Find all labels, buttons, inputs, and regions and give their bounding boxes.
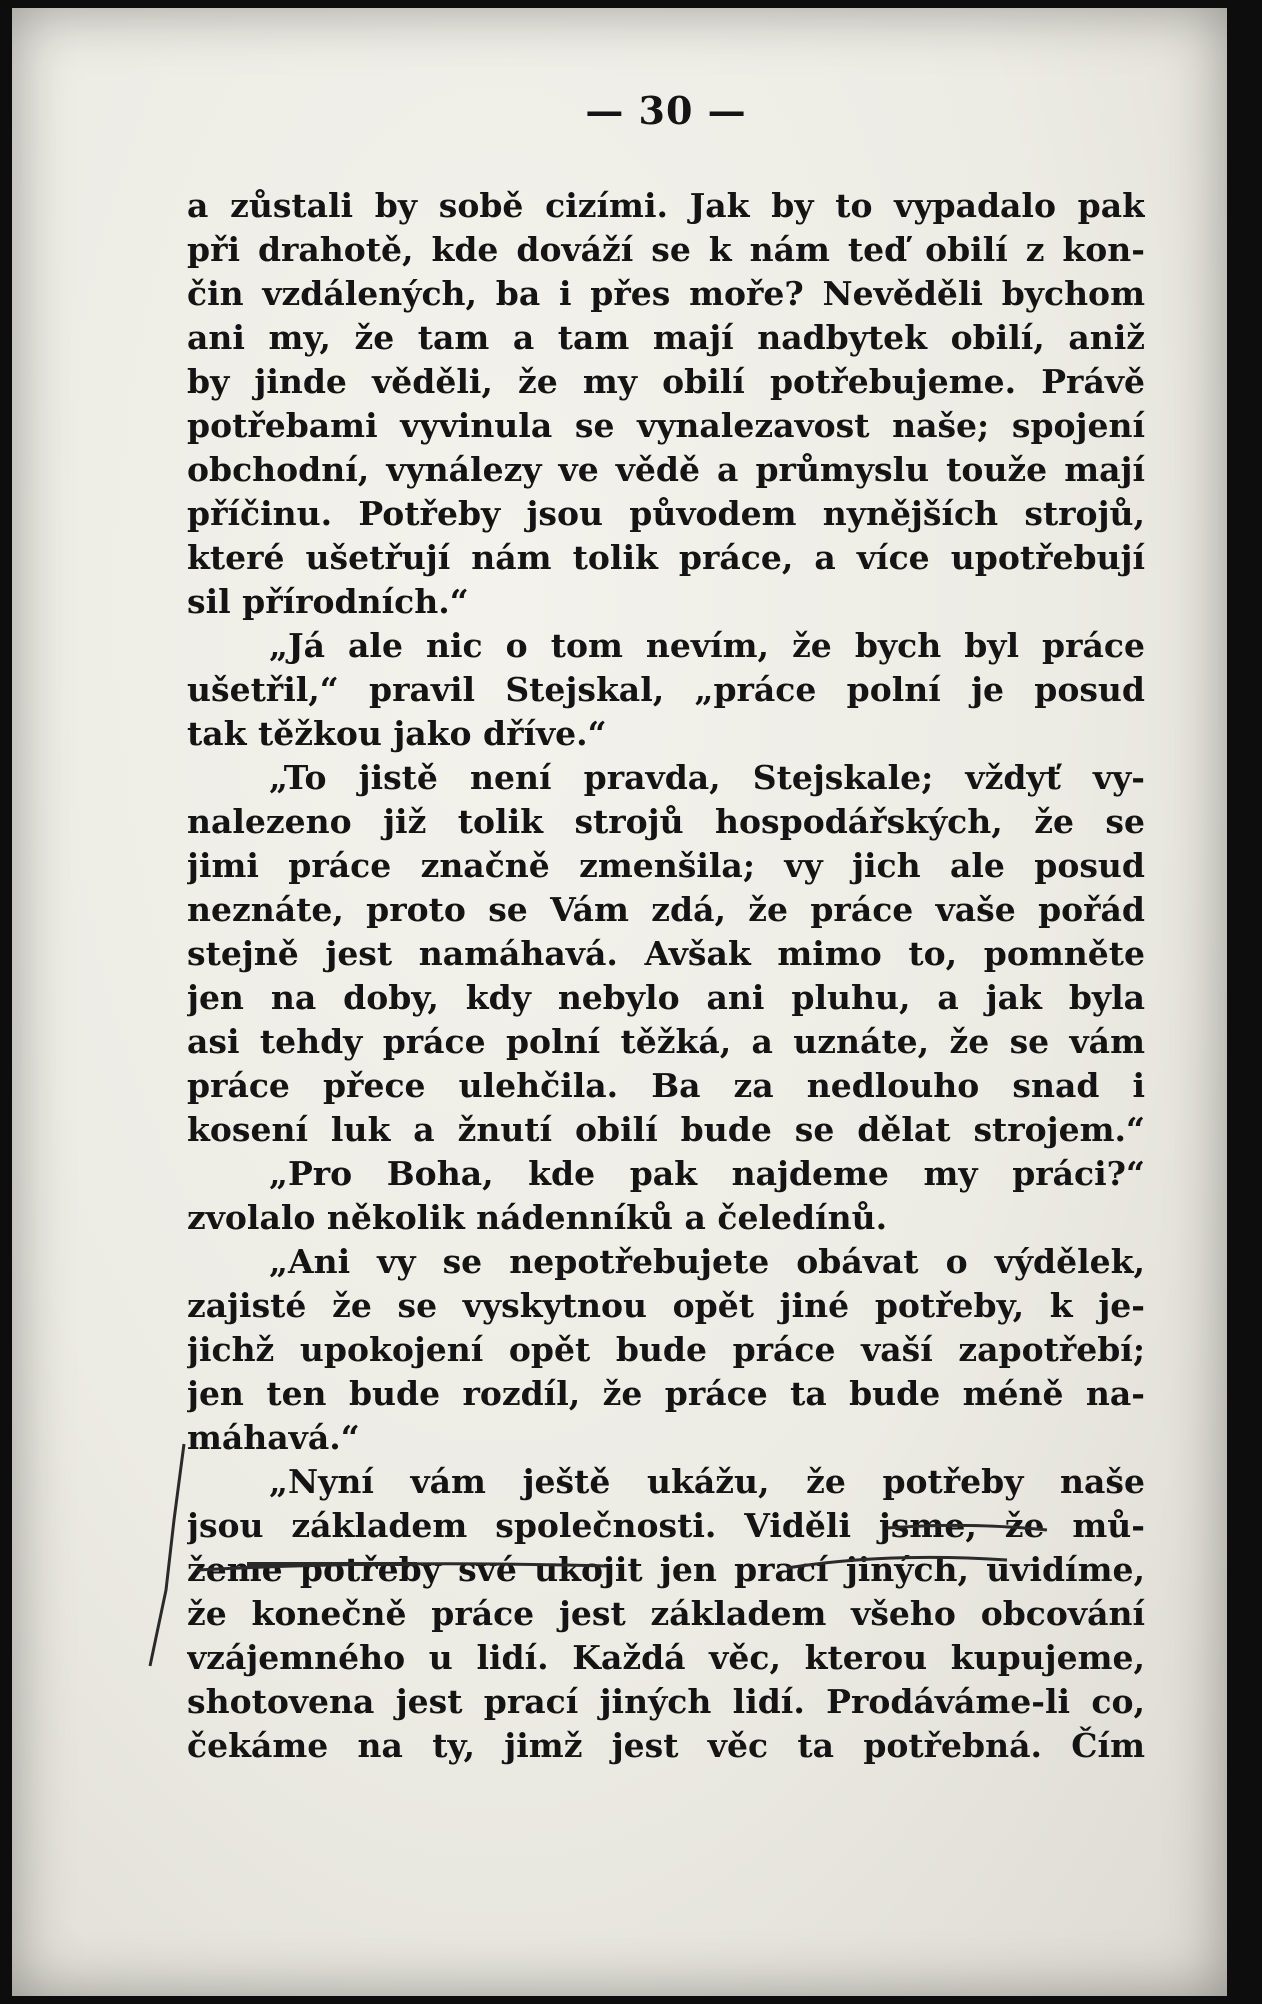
page-number: — 30 — [585, 88, 747, 133]
text-line: čin vzdálených, ba i přes moře? Nevěděli bychom [187, 274, 1145, 313]
text-line: vzájemného u lidí. Každá věc, kterou kupujeme, [187, 1638, 1145, 1677]
text-line: obchodní, vynálezy ve vědě a průmyslu touže mají [187, 450, 1145, 489]
scanned-page [12, 8, 1227, 1996]
text-line: stejně jest namáhavá. Avšak mimo to, pomněte [187, 934, 1145, 973]
text-line: čekáme na ty, jimž jest věc ta potřebná. Čím [187, 1726, 1145, 1765]
text-line: kosení luk a žnutí obilí bude se dělat strojem.“ [187, 1110, 1145, 1149]
text-line: nalezeno již tolik strojů hospodářských, že se [187, 802, 1145, 841]
text-line: jen ten bude rozdíl, že práce ta bude méně na- [187, 1374, 1145, 1413]
text-line: „Ani vy se nepotřebujete obávat o výdělek, [269, 1242, 1145, 1281]
text-line: by jinde věděli, že my obilí potřebujeme. Právě [187, 362, 1145, 401]
text-line: že konečně práce jest základem všeho obcování [187, 1594, 1145, 1633]
text-line: které ušetřují nám tolik práce, a více upotřebují [187, 538, 1145, 577]
text-line: potřebami vyvinula se vynalezavost naše; spojení [187, 406, 1145, 445]
text-line: neznáte, proto se Vám zdá, že práce vaše pořád [187, 890, 1145, 929]
text-line: při drahotě, kde dováží se k nám teď obilí z kon- [187, 230, 1145, 269]
text-block [187, 184, 1145, 1768]
text-line: zajisté že se vyskytnou opět jiné potřeby, k je- [187, 1286, 1145, 1325]
text-line: jsou základem společnosti. Viděli jsme, že mů- [187, 1506, 1145, 1545]
page-body [187, 86, 1145, 1768]
text-line: asi tehdy práce polní těžká, a uznáte, že se vám [187, 1022, 1145, 1061]
text-line: „To jistě není pravda, Stejskale; vždyť vy- [269, 758, 1145, 797]
text-line: práce přece ulehčila. Ba za nedlouho snad i [187, 1066, 1145, 1105]
text-line: zvolalo několik nádenníků a čeledínů. [187, 1198, 888, 1237]
text-line: shotovena jest prací jiných lidí. Prodáváme-li co, [187, 1682, 1145, 1721]
text-line: jichž upokojení opět bude práce vaší zapotřebí; [187, 1330, 1145, 1369]
text-line: žeme potřeby své ukojit jen prací jiných, uvidíme, [187, 1550, 1145, 1589]
text-line: „Pro Boha, kde pak najdeme my práci?“ [269, 1154, 1145, 1193]
text-line: ušetřil,“ pravil Stejskal, „práce polní je posud [187, 670, 1145, 709]
text-line: a zůstali by sobě cizími. Jak by to vypadalo pak [187, 186, 1145, 225]
text-line: příčinu. Potřeby jsou původem nynějších strojů, [187, 494, 1145, 533]
text-line: sil přírodních.“ [187, 582, 469, 621]
text-line: jimi práce značně zmenšila; vy jich ale posud [187, 846, 1145, 885]
text-line: máhavá.“ [187, 1418, 360, 1457]
text-line: jen na doby, kdy nebylo ani pluhu, a jak byla [187, 978, 1145, 1017]
text-line: tak těžkou jako dříve.“ [187, 714, 607, 753]
text-line: „Já ale nic o tom nevím, že bych byl práce [269, 626, 1145, 665]
text-line: „Nyní vám ještě ukážu, že potřeby naše [269, 1462, 1145, 1501]
text-line: ani my, že tam a tam mají nadbytek obilí, aniž [187, 318, 1145, 357]
